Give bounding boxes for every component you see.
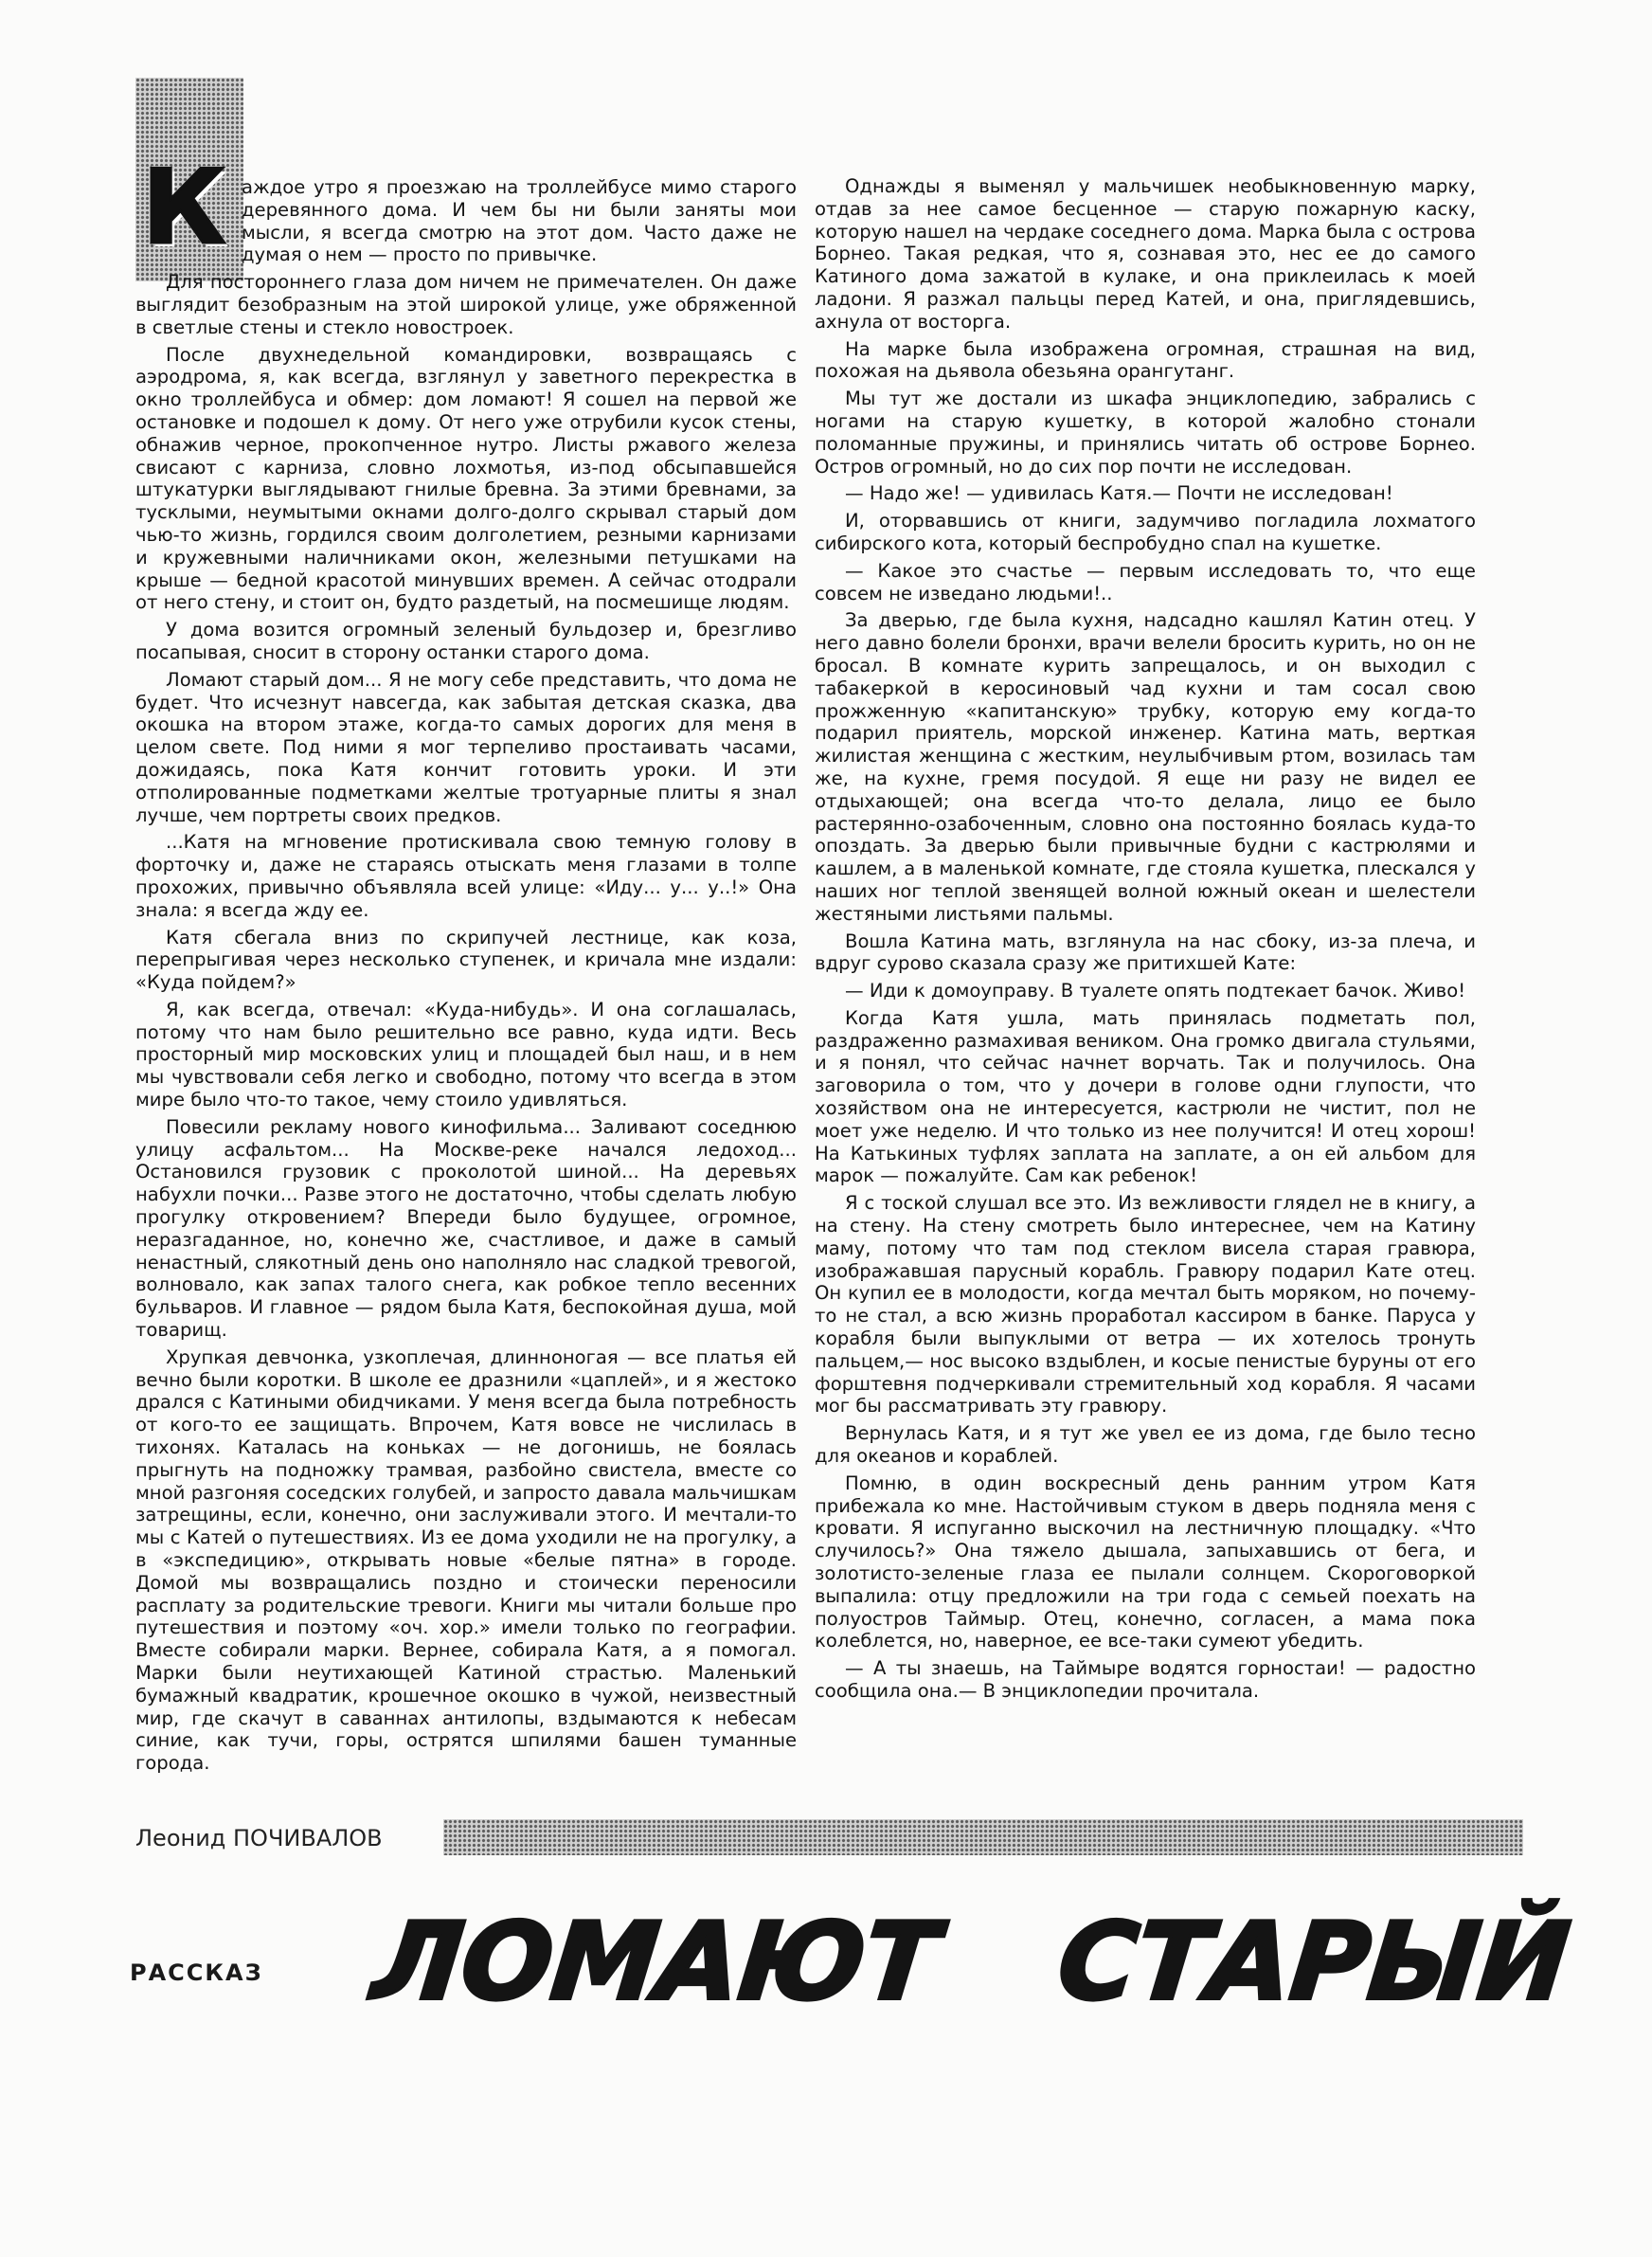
article-paragraph: Вошла Катина мать, взглянула на нас сбоку, из-за плеча, и вдруг сурово сказала сразу же притихшей Кате: [815,930,1476,975]
article-paragraph: Я с тоской слушал все это. Из вежливости глядел не в книгу, а на стену. На стену смотреть было интереснее, чем на Катину маму, потому что там под стеклом висела старая гравюра, изображавшая парусный корабль. Гравюру подарил Кате отец. Он купил ее в молодости, когда мечтал быть моряком, но почему-то не стал, а всю жизнь проработал кассиром в банке. Паруса у корабля были выпуклыми от ветра — их хотелось тронуть пальцем,— нос высоко вздыблен, и косые пенистые буруны от его форштевня подчеркивали стремительный ход корабля. Я часами мог бы рассматривать эту гравюру. [815,1192,1476,1417]
article-paragraph: Однажды я выменял у мальчишек необыкновенную марку, отдав за нее самое бесценное — старую пожарную каску, которую нашел на чердаке соседнего дома. Марка была с острова Борнео. Такая редкая, что я, сознавая это, нес ее до самого Катиного дома зажатой в кулаке, и она приклеилась к моей ладони. Я разжал пальцы перед Катей, и она, приглядевшись, ахнула от восторга. [815,175,1476,333]
article-paragraph: Для постороннего глаза дом ничем не примечателен. Он даже выглядит безобразным на этой широкой улице, уже обряженной в светлые стены и стекло новостроек. [135,271,797,338]
article-column-right [815,175,1476,1707]
author-name: Леонид ПОЧИВАЛОВ [135,1825,383,1851]
article-paragraph: Помню, в один воскресный день ранним утром Катя прибежала ко мне. Настойчивым стуком в дверь подняла меня с кровати. Я испуганно выскочил на лестничную площадку. «Что случилось?» Она тяжело дышала, запыхавшись от бега, и золотисто-зеленые глаза ее пылали солнцем. Скороговоркой выпалила: отцу предложили на три года с семьей поехать на полуостров Таймыр. Отец, конечно, согласен, а мама пока колеблется, но, наверное, ее все-таки сумеют убедить. [815,1472,1476,1652]
article-paragraph-lead: аждое утро я проезжаю на троллейбусе мимо старого деревянного дома. И чем бы ни были заняты мои мысли, я всегда смотрю на этот дом. Часто даже не думая о нем — просто по привычке. [242,176,797,266]
article-paragraph [135,176,797,266]
article-paragraph: После двухнедельной командировки, возвращаясь с аэродрома, я, как всегда, взглянул у заветного перекрестка в окно троллейбуса и обмер: дом ломают! Я сошел на первой же остановке и подошел к дому. От него уже отрубили кусок стены, обнажив черное, прокопченное нутро. Листы ржавого железа свисают с карниза, словно лохмотья, из-под обсыпавшейся штукатурки выглядывают гнилые бревна. За этими бревнами, за тусклыми, неумытыми окнами долго-долго скрывал старый дом чью-то жизнь, гордился своим долголетием, резными карнизами и кружевными наличниками окон, железными петушками на крыше — бедной красотой минувших времен. А сейчас отодрали от него стену, и стоит он, будто раздетый, на посмешище людям. [135,343,797,614]
author-halftone-band [443,1819,1523,1855]
article-paragraph: И, оторвавшись от книги, задумчиво погладила лохматого сибирского кота, который беспробудно спал на кушетке. [815,510,1476,554]
article-paragraph: — Надо же! — удивилась Катя.— Почти не исследован! [845,482,1393,505]
article-paragraph: Я, как всегда, отвечал: «Куда-нибудь». И она соглашалась, потому что нам было решительно все равно, куда идти. Весь просторный мир московских улиц и площадей был наш, и в нем мы чувствовали себя легко и свободно, потому что всегда в этом мире было что-то такое, чему стоило удивляться. [135,998,797,1111]
article-paragraph: На марке была изображена огромная, страшная на вид, похожая на дьявола обезьяна орангутанг. [815,337,1476,383]
article-paragraph: Когда Катя ушла, мать принялась подметать пол, раздраженно размахивая веником. Она громко двигала стульями, и я понял, что сейчас начнет ворчать. Так и получилось. Она заговорила о том, что у дочери в голове одни глупости, что хозяйством она не интересуется, кастрюли не чистит, пол не моет уже неделю. И что только из нее получится! И отец хорош! На Катькиных туфлях заплата на заплате, а он ей альбом для марок — пожалуйте. Сам как ребенок! [815,1006,1476,1187]
article-paragraph: ...Катя на мгновение протискивала свою темную голову в форточку и, даже не стараясь отыскать меня глазами в толпе прохожих, привычно объявляла всей улице: «Иду... у... у..!» Она знала: я всегда жду ее. [135,831,797,921]
article-paragraph: Катя сбегала вниз по скрипучей лестнице, как коза, перепрыгивая через несколько ступенек, и кричала мне издали: «Куда пойдем?» [135,926,797,994]
article-paragraph: У дома возится огромный зеленый бульдозер и, брезгливо посапывая, сносит в сторону останки старого дома. [135,619,797,663]
article-paragraph: — Какое это счастье — первым исследовать то, что еще совсем не изведано людьми!.. [815,559,1476,605]
article-paragraph: Вернулась Катя, и я тут же увел ее из дома, где было тесно для океанов и кораблей. [815,1422,1476,1468]
article-paragraph: Ломают старый дом... Я не могу себе представить, что дома не будет. Что исчезнут навсегда, как забытая детская сказка, два окошка на втором этаже, когда-то самых дорогих для меня в целом свете. Под ними я мог терпеливо простаивать часами, дожидаясь, пока Катя кончит готовить уроки. И эти отполированные подметками желтые тротуарные плиты я знал лучше, чем портреты своих предков. [135,668,797,826]
article-paragraph: — А ты знаешь, на Таймыре водятся горностаи! — радостно сообщила она.— В энциклопедии прочитала. [815,1657,1476,1702]
drop-cap-letter: К [142,149,226,267]
article-paragraph: За дверью, где была кухня, надсадно кашлял Катин отец. У него давно болели бронхи, врачи велели бросить курить, но он не бросал. В комнате курить запрещалось, и он выходил с табакеркой в керосиновый чад кухни и там сосал свою прожженную «капитанскую» трубку, которую ему когда-то подарил приятель, морской инженер. Катина мать, верткая жилистая женщина с жестким, неулыбчивым ртом, возилась там же, на кухне, гремя посудой. Я еще ни разу не видел ее отдыхающей; она всегда что-то делала, лицо ее было растерянно-озабоченным, словно она постоянно боялась куда-то опоздать. За дверью были привычные будни с кастрюлями и кашлем, а в маленькой комнате, где стояла кушетка, плескался у наших ног теплой звенящей волной южный океан и шелестели жестяными листьями пальмы. [815,609,1476,925]
article-paragraph: Повесили рекламу нового кинофильма... Заливают соседнюю улицу асфальтом... На Москве-реке начался ледоход... Остановился грузовик с проколотой шиной... На деревьях набухли почки... Разве этого не достаточно, чтобы сделать любую прогулку откровением? Впереди было будущее, огромное, неразгаданное, но, конечно же, счастливое, и даже в самый ненастный, слякотный день оно наполняло нас сладкой тревогой, волновало, как запах талого снега, как робкое тепло весенних бульваров. И главное — рядом была Катя, беспокойная душа, мой товарищ. [135,1115,797,1342]
article-paragraph: Мы тут же достали из шкафа энциклопедию, забрались с ногами на старую кушетку, в которой жалобно стонали поломанные пружины, и принялись читать об острове Борнео. Остров огромный, но до сих пор почти не исследован. [815,388,1476,478]
article-column-left [135,176,797,1779]
story-title: ЛОМАЮТ СТАРЫЙ [368,1901,1575,2024]
genre-label: РАССКАЗ [130,1959,263,1986]
article-paragraph: — Иди к домоуправу. В туалете опять подтекает бачок. Живо! [845,980,1466,1002]
article-paragraph: Хрупкая девчонка, узкоплечая, длинноногая — все платья ей вечно были коротки. В школе ее дразнили «цаплей», и я жестоко дрался с Катиными обидчиками. У меня всегда была потребность от кого-то ее защищать. Впрочем, Катя вовсе не числилась в тихонях. Каталась на коньках — не догонишь, не боялась прыгнуть на подножку трамвая, разбойно свистела, вместе со мной разгоняя соседских голубей, и запросто давала мальчишкам затрещины, если, конечно, они заслуживали этого. И мечтали-то мы с Катей о путешествиях. Из ее дома уходили не на прогулку, а в «экспедицию», открывать новые «белые пятна» в городе. Домой мы возвращались поздно и стоически переносили расплату за родительские тревоги. Книги мы читали больше про путешествия и поэтому «оч. хор.» имели только по географии. Вместе собирали марки. Вернее, собирала Катя, а я помогал. Марки были неутихающей Катиной страстью. Маленький бумажный квадратик, крошечное окошко в чужой, неизвестный мир, где скачут в саваннах антилопы, вздымаются к небесам синие, как тучи, горы, остpятся шпилями башен туманные города. [135,1345,797,1775]
